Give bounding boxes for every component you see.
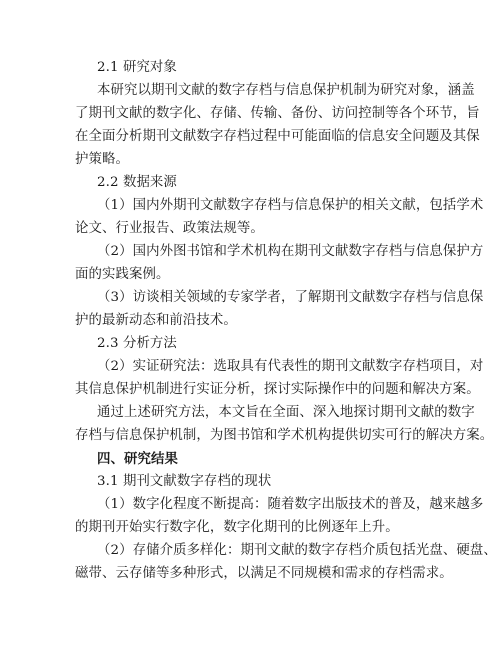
paragraph-line: 其信息保护机制进行实证分析，探讨实际操作中的问题和解决方案。 xyxy=(75,382,480,397)
paragraph-line: 了期刊文献的数字化、存储、传输、备份、访问控制等各个环节，旨 xyxy=(75,106,480,121)
paragraph-line: （3）访谈相关领域的专家学者，了解期刊文献数字存档与信息保 xyxy=(97,290,484,305)
paragraph-line: （2）国内外图书馆和学术机构在期刊文献数字存档与信息保护方 xyxy=(97,244,484,259)
section-heading-2-1: 2.1 研究对象 xyxy=(97,60,177,75)
paragraph-line: 本研究以期刊文献的数字存档与信息保护机制为研究对象，涵盖 xyxy=(97,83,475,98)
section-heading-2-2: 2.2 数据来源 xyxy=(97,175,177,190)
paragraph-line: （2）存储介质多样化：期刊文献的数字存档介质包括光盘、硬盘、 xyxy=(97,543,497,558)
paragraph-line: 护策略。 xyxy=(75,152,129,167)
paragraph-line: 存档与信息保护机制，为图书馆和学术机构提供切实可行的解决方案。 xyxy=(75,428,494,443)
section-heading-2-3: 2.3 分析方法 xyxy=(97,336,177,351)
paragraph-line: 在全面分析期刊文献数字存档过程中可能面临的信息安全问题及其保 xyxy=(75,129,480,144)
paragraph-line: 通过上述研究方法，本文旨在全面、深入地探讨期刊文献的数字 xyxy=(97,405,475,420)
chapter-heading-results: 四、研究结果 xyxy=(97,451,178,467)
paragraph-line: 磁带、云存储等多种形式，以满足不同规模和需求的存档需求。 xyxy=(75,566,453,581)
section-heading-3-1: 3.1 期刊文献数字存档的现状 xyxy=(97,474,272,489)
paragraph-line: 论文、行业报告、政策法规等。 xyxy=(75,221,264,236)
paragraph-line: （1）国内外期刊文献数字存档与信息保护的相关文献，包括学术 xyxy=(97,198,484,213)
paragraph-line: 护的最新动态和前沿技术。 xyxy=(75,313,237,328)
paragraph-line: （2）实证研究法：选取具有代表性的期刊文献数字存档项目，对 xyxy=(97,359,484,374)
paragraph-line: 面的实践案例。 xyxy=(75,267,170,282)
paragraph-line: 的期刊开始实行数字化，数字化期刊的比例逐年上升。 xyxy=(75,520,399,535)
paragraph-line: （1）数字化程度不断提高：随着数字出版技术的普及，越来越多 xyxy=(97,497,484,512)
